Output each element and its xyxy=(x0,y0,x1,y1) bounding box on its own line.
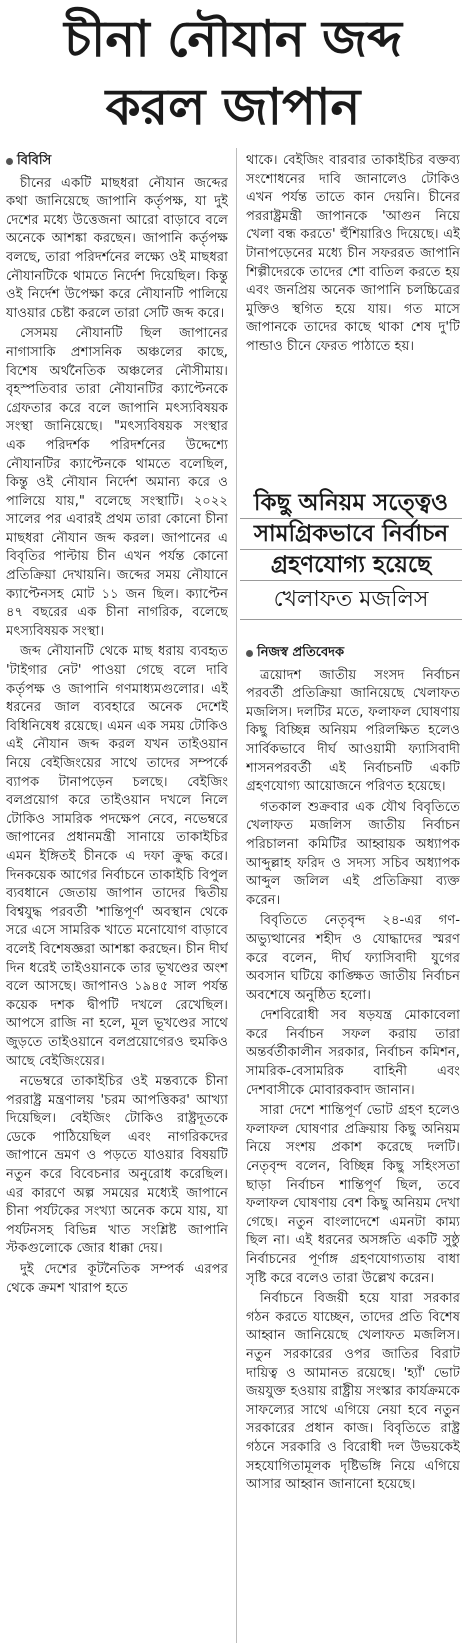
column-divider xyxy=(236,148,237,1643)
story1-byline-text: বিবিসি xyxy=(17,153,52,168)
story2-byline xyxy=(246,644,460,663)
story1-paragraph: নভেম্বরে তাকাইচির ওই মন্তব্যকে চীনা পররাষ্ট্র মন্ত্রণালয় 'চরম আপত্তিকর' আখ্যা দিয়েছিল। বেইজিং টোকিও রাষ্ট্রদূতকে ডেকে পাঠিয়েছিল এবং নাগরিকদের জাপানে ভ্রমণ ও পড়তে যাওয়ার বিষয়টি নতুন করে বিবেচনার অনুরোধ করেছিল। এর কারণে অল্প সময়ের মধ্যেই জাপানে চীনা পর্যটকের সংখ্যা অনেক কমে যায়, যা পর্যটনসহ বিভিন্ন খাত সংশ্লিষ্ট জাপানি স্টকগুলোকে জোর ধাক্কা দেয়। xyxy=(6,1074,228,1257)
story2-paragraph: সারা দেশে শান্তিপূর্ণ ভোট গ্রহণ হলেও ফলাফল ঘোষণার প্রক্রিয়ায় কিছু অনিয়ম নিয়ে সংশয় প্রকাশ করেছে দলটি। নেতৃবৃন্দ বলেন, বিচ্ছিন্ন কিছু সহিংসতা ছাড়া নির্বাচন শান্তিপূর্ণ ছিল, তবে ফলাফল ঘোষণায় বেশ কিছু অনিয়ম দেখা গেছে। নতুন বাংলাদেশে এমনটা কাম্য ছিল না। এই ধরনের অসঙ্গতি একটি সুষ্ঠু নির্বাচনের পূর্ণাঙ্গ গ্রহণযোগ্যতায় বাধা সৃষ্টি করে বলেও তারা উল্লেখ করেন। xyxy=(246,1103,460,1286)
story2-headline-line: গ্রহণযোগ্য হয়েছে xyxy=(240,550,462,581)
story1-byline xyxy=(6,152,228,171)
story2-headline-line: সামগ্রিকভাবে নির্বাচন xyxy=(240,519,462,550)
story1-paragraph: জব্দ নৌযানটি থেকে মাছ ধরায় ব্যবহৃত 'টাইগার নেট' পাওয়া গেছে বলে দাবি কর্তৃপক্ষ ও জাপানি গণমাধ্যমগুলোর। এই ধরনের জাল ব্যবহারে অনেক দেশেই বিধিনিষেধ রয়েছে। এমন এক সময় টোকিও এই নৌযান জব্দ করল যখন তাইওয়ান নিয়ে বেইজিংয়ের সাথে তাদের সম্পর্কে ব্যাপক টানাপড়েন চলছে। বেইজিং বলপ্রয়োগ করে তাইওয়ান দখলে নিলে টোকিও সামরিক পদক্ষেপ নেবে, নভেম্বরে জাপানের প্রধানমন্ত্রী সানায়ে তাকাইচির এমন ইঙ্গিতই চীনকে এ দফা ক্রুদ্ধ করে। দিনকয়েক আগের নির্বাচনে তাকাইচি বিপুল ব্যবধানে জেতায় জাপান তাদের দ্বিতীয় বিশ্বযুদ্ধ পরবর্তী 'শান্তিপূর্ণ' অবস্থান থেকে সরে এসে সামরিক খাতে মনোযোগ বাড়াবে বলেই বিশেষজ্ঞরা আশঙ্কা করছেন। চীন দীর্ঘ দিন ধরেই তাইওয়ানকে তার ভূখণ্ডের অংশ বলে আসছে। জাপানও ১৯৪৫ সাল পর্যন্ত কয়েক দশক দ্বীপটি দখলে রেখেছিল। আপসে রাজি না হলে, মূল ভূখণ্ডের সাথে জুড়তে তাইওয়ানে বলপ্রয়োগেরও হুমকিও আছে বেইজিংয়ের। xyxy=(6,644,228,1069)
story2-paragraph: দেশবিরোধী সব ষড়যন্ত্র মোকাবেলা করে নির্বাচন সফল করায় তারা অন্তর্বর্তীকালীন সরকার, নির্বাচন কমিশন, সামরিক-বেসামরিক বাহিনী এবং দেশবাসীকে মোবারকবাদ জানান। xyxy=(246,1008,460,1098)
story1-left-column xyxy=(6,152,228,1642)
story1-continuation xyxy=(246,152,460,482)
bullet-icon xyxy=(246,650,253,657)
story2-headline-line: কিছু অনিয়ম সত্ত্বেও xyxy=(240,488,462,519)
headline-line-1: চীনা নৌযান জব্দ xyxy=(64,10,402,68)
story1-paragraph: দুই দেশের কূটনৈতিক সম্পর্ক এরপর থেকে ক্রমশ খারাপ হতে xyxy=(6,1262,228,1296)
bullet-icon xyxy=(6,158,13,165)
story2-paragraph: গতকাল শুক্রবার এক যৌথ বিবৃতিতে খেলাফত মজলিস জাতীয় নির্বাচন পরিচালনা কমিটির আহ্বায়ক অধ্যাপক আব্দুল্লাহ ফরিদ ও সদস্য সচিব অধ্যাপক আব্দুল জলিল এই প্রতিক্রিয়া ব্যক্ত করেন। xyxy=(246,799,460,908)
headline-line-2: করল জাপান xyxy=(105,78,361,136)
story2-paragraph: নির্বাচনে বিজয়ী হয়ে যারা সরকার গঠন করতে যাচ্ছেন, তাদের প্রতি বিশেষ আহ্বান জানিয়েছে খেলাফত মজলিস। নতুন সরকারের ওপর জাতির বিরাট দায়িত্ব ও আমানত রয়েছে। 'হ্যাঁ' ভোট জয়যুক্ত হওয়ায় রাষ্ট্রীয় সংস্কার কার্যক্রমকে সাফল্যের সাথে এগিয়ে নেয়া হবে নতুন সরকারের প্রধান কাজ। বিবৃতিতে রাষ্ট্র গঠনে সরকারি ও বিরোধী দল উভয়কেই সহযোগিতামূলক দৃষ্টিভঙ্গি নিয়ে এগিয়ে আসার আহ্বান জানানো হয়েছে। xyxy=(246,1291,460,1493)
story2-subhead: খেলাফত মজলিস xyxy=(240,585,462,620)
story2-body xyxy=(246,644,460,1642)
story2-paragraph: ত্রয়োদশ জাতীয় সংসদ নির্বাচন পরবর্তী প্রতিক্রিয়া জানিয়েছে খেলাফত মজলিস। দলটির মতে, ফলাফল ঘোষণায় কিছু বিচ্ছিন্ন অনিয়ম পরিলক্ষিত হলেও সার্বিকভাবে দীর্ঘ আওয়ামী ফ্যাসিবাদী শাসনপরবর্তী এই নির্বাচনটি একটি গ্রহণযোগ্য আয়োজনে পরিণত হয়েছে। xyxy=(246,667,460,795)
story2-paragraph: বিবৃতিতে নেতৃবৃন্দ ২৪-এর গণ-অভ্যুত্থানের শহীদ ও যোদ্ধাদের স্মরণ করে বলেন, দীর্ঘ ফ্যাসিবাদী যুগের অবসান ঘটিয়ে কাঙ্ক্ষিত জাতীয় নির্বাচন অবশেষে অনুষ্ঠিত হলো। xyxy=(246,913,460,1003)
story1-paragraph: থাকে। বেইজিং বারবার তাকাইচির বক্তব্য সংশোধনের দাবি জানালেও টোকিও এখন পর্যন্ত তাতে কান দেয়নি। চীনের পররাষ্ট্রমন্ত্রী জাপানকে 'আগুন নিয়ে খেলা বন্ধ করতে' হুঁশিয়ারিও দিয়েছে। এই টানাপড়েনের মধ্যে চীন সফররত জাপানি শিল্পীদেরকে তাদের শো বাতিল করতে হয় এবং জনপ্রিয় অনেক জাপানি চলচ্চিত্রের মুক্তিও স্থগিত হয়ে যায়। গত মাসে জাপানকে তাদের কাছে থাকা শেষ দু'টি পান্ডাও চীনে ফেরত পাঠাতে হয়। xyxy=(246,153,460,354)
story1-paragraph: সেসময় নৌযানটি ছিল জাপানের নাগাসাকি প্রশাসনিক অঞ্চলের কাছে, বিশেষ অর্থনৈতিক অঞ্চলের নৌসীমায়। বৃহস্পতিবার তারা নৌযানটির ক্যাপ্টেনকে গ্রেফতার করে বলে জাপানি মৎস্যবিষয়ক সংস্থা জানিয়েছে। "মৎস্যবিষয়ক সংস্থার এক পরিদর্শক পরিদর্শনের উদ্দেশ্যে নৌযানটির ক্যাপ্টেনকে থামতে বলেছিল, কিন্তু ওই নৌযান নির্দেশ অমান্য করে ও পালিয়ে যায়," বলেছে সংস্থাটি। ২০২২ সালের পর এবারই প্রথম তারা কোনো চীনা মাছধরা নৌযান জব্দ করল। জাপানের এ বিবৃতির পাল্টায় চীন এখন পর্যন্ত কোনো প্রতিক্রিয়া দেখায়নি। জব্দের সময় নৌযানে ক্যাপ্টেনসহ মোট ১১ জন ছিল। ক্যাপ্টেন ৪৭ বছরের এক চীনা নাগরিক, বলেছে মৎস্যবিষয়ক সংস্থা। xyxy=(6,326,228,639)
story2-headline xyxy=(240,488,462,581)
story2-headline-block xyxy=(240,488,462,620)
story2-byline-text: নিজস্ব প্রতিবেদক xyxy=(257,645,345,660)
story1-paragraph: চীনের একটি মাছধরা নৌযান জব্দের কথা জানিয়েছে জাপানি কর্তৃপক্ষ, যা দুই দেশের মধ্যে উত্তেজনা আরো বাড়াবে বলে অনেকে আশঙ্কা করছেন। জাপানি কর্তৃপক্ষ বলছে, তারা পরিদর্শনের লক্ষ্যে ওই মাছধরা নৌযানটিকে থামতে নির্দেশ দিয়েছিল। কিন্তু ওই নির্দেশ উপেক্ষা করে নৌযানটি পালিয়ে যাওয়ার চেষ্টা করলে তারা সেটি জব্দ করে। xyxy=(6,175,228,321)
